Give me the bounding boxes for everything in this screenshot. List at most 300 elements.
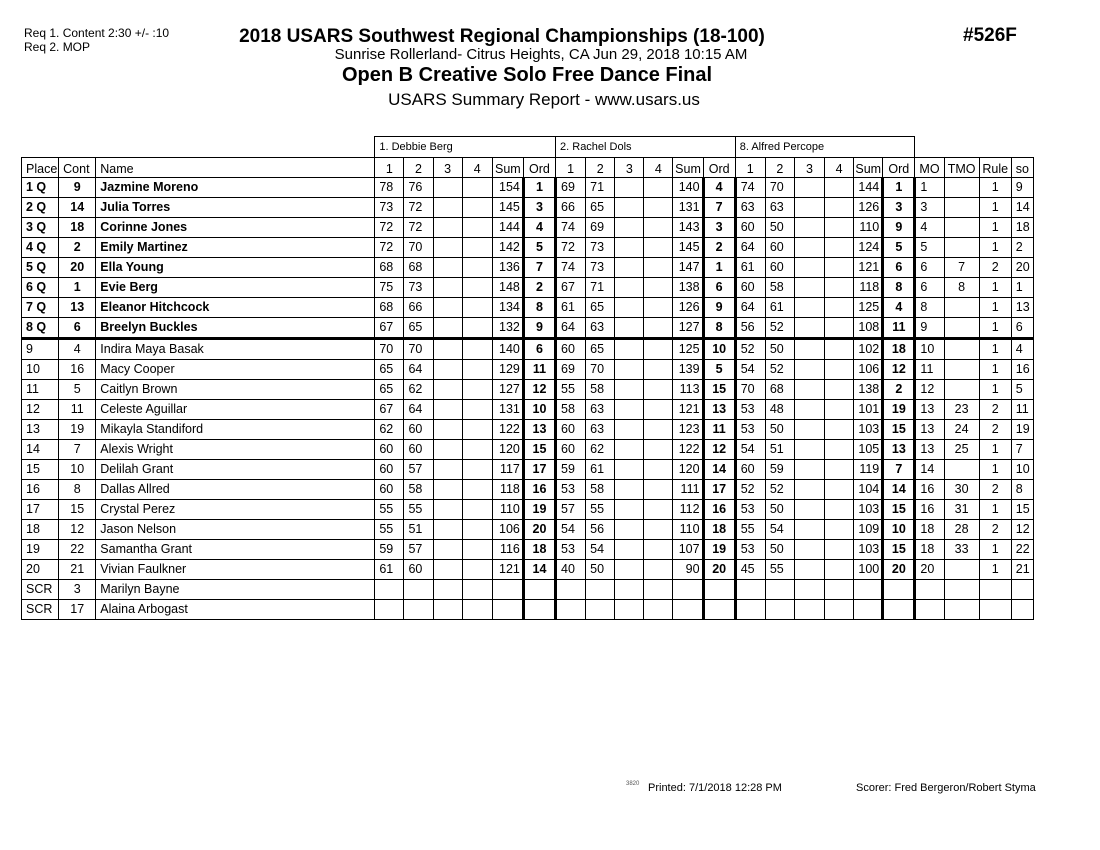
score-cell: 63	[735, 198, 765, 218]
column-header: 3	[433, 158, 462, 178]
score-cell	[644, 420, 673, 440]
sum-cell: 109	[854, 520, 883, 540]
skater-name: Ella Young	[96, 258, 375, 278]
rule-cell: 2	[979, 480, 1011, 500]
sum-cell: 125	[854, 298, 883, 318]
score-cell	[644, 540, 673, 560]
score-cell: 50	[586, 560, 615, 580]
results-body	[22, 137, 1034, 620]
place-cell: 16	[22, 480, 59, 500]
score-cell	[644, 318, 673, 339]
score-cell	[462, 580, 492, 600]
ordinal-cell: 12	[883, 360, 915, 380]
place-cell: 2 Q	[22, 198, 59, 218]
score-cell	[644, 380, 673, 400]
place-cell: 18	[22, 520, 59, 540]
sum-cell	[673, 600, 703, 620]
score-cell	[615, 460, 644, 480]
so-cell	[1011, 580, 1033, 600]
score-cell	[794, 318, 824, 339]
so-cell: 7	[1011, 440, 1033, 460]
score-cell	[644, 440, 673, 460]
sum-cell: 131	[673, 198, 703, 218]
rule-cell: 1	[979, 500, 1011, 520]
ordinal-cell: 11	[523, 360, 555, 380]
score-cell: 50	[765, 339, 794, 360]
contestant-number: 11	[59, 400, 96, 420]
ordinal-cell: 19	[883, 400, 915, 420]
table-row	[22, 400, 1034, 420]
score-cell	[794, 400, 824, 420]
score-cell: 72	[375, 218, 404, 238]
so-cell: 12	[1011, 520, 1033, 540]
contestant-number: 8	[59, 480, 96, 500]
score-cell	[433, 380, 462, 400]
place-cell: 8 Q	[22, 318, 59, 339]
score-cell: 57	[556, 500, 586, 520]
score-cell	[462, 540, 492, 560]
place-cell: 10	[22, 360, 59, 380]
table-row	[22, 238, 1034, 258]
score-cell: 74	[735, 178, 765, 198]
place-cell: 5 Q	[22, 258, 59, 278]
ordinal-cell	[703, 580, 735, 600]
ordinal-cell: 5	[883, 238, 915, 258]
sum-cell: 121	[854, 258, 883, 278]
contestant-number: 19	[59, 420, 96, 440]
sum-cell: 154	[492, 178, 523, 198]
score-cell	[615, 580, 644, 600]
place-cell: 12	[22, 400, 59, 420]
score-cell	[462, 460, 492, 480]
place-cell: 1 Q	[22, 178, 59, 198]
score-cell: 60	[375, 460, 404, 480]
sum-cell: 129	[492, 360, 523, 380]
sum-cell: 131	[492, 400, 523, 420]
score-cell	[735, 580, 765, 600]
ordinal-cell: 18	[883, 339, 915, 360]
score-cell: 55	[375, 520, 404, 540]
score-cell: 72	[556, 238, 586, 258]
tmo-cell	[944, 360, 979, 380]
score-cell: 74	[556, 258, 586, 278]
score-cell: 52	[735, 339, 765, 360]
score-cell	[644, 218, 673, 238]
score-cell: 73	[586, 238, 615, 258]
score-cell	[556, 600, 586, 620]
ordinal-cell: 20	[883, 560, 915, 580]
score-cell: 64	[735, 238, 765, 258]
score-cell	[794, 339, 824, 360]
mo-cell: 6	[915, 278, 944, 298]
tmo-cell: 24	[944, 420, 979, 440]
ordinal-cell: 2	[703, 238, 735, 258]
sum-cell: 110	[492, 500, 523, 520]
score-cell	[825, 238, 854, 258]
rule-cell: 2	[979, 520, 1011, 540]
score-cell: 60	[556, 420, 586, 440]
rule-cell: 1	[979, 560, 1011, 580]
score-cell: 62	[404, 380, 433, 400]
tmo-cell	[944, 560, 979, 580]
column-header: Sum	[492, 158, 523, 178]
score-cell: 73	[375, 198, 404, 218]
column-header: 3	[615, 158, 644, 178]
score-cell	[433, 178, 462, 198]
score-cell: 76	[404, 178, 433, 198]
sum-cell: 111	[673, 480, 703, 500]
score-cell	[615, 298, 644, 318]
score-cell: 54	[556, 520, 586, 540]
score-cell: 50	[765, 540, 794, 560]
sum-cell: 136	[492, 258, 523, 278]
score-cell	[825, 218, 854, 238]
results-table	[21, 136, 1034, 620]
skater-name: Mikayla Standiford	[96, 420, 375, 440]
score-cell	[462, 198, 492, 218]
sum-cell: 147	[673, 258, 703, 278]
column-header: 4	[644, 158, 673, 178]
score-cell	[794, 218, 824, 238]
contestant-number: 15	[59, 500, 96, 520]
score-cell: 60	[375, 480, 404, 500]
sum-cell: 102	[854, 339, 883, 360]
score-cell	[825, 500, 854, 520]
score-cell: 58	[765, 278, 794, 298]
score-cell: 69	[586, 218, 615, 238]
sum-cell	[492, 580, 523, 600]
sum-cell: 127	[673, 318, 703, 339]
page-title	[0, 26, 1100, 48]
judge-name: 8. Alfred Percope	[735, 137, 915, 158]
score-cell	[644, 500, 673, 520]
score-cell	[644, 198, 673, 218]
score-cell: 65	[375, 380, 404, 400]
score-cell: 70	[404, 339, 433, 360]
score-cell: 52	[765, 360, 794, 380]
score-cell: 62	[586, 440, 615, 460]
skater-name: Samantha Grant	[96, 540, 375, 560]
score-cell	[794, 600, 824, 620]
sum-cell: 122	[673, 440, 703, 460]
score-cell: 40	[556, 560, 586, 580]
requirement-2: Req 2. MOP	[24, 40, 91, 54]
score-cell	[825, 198, 854, 218]
skater-name: Jason Nelson	[96, 520, 375, 540]
tmo-cell: 25	[944, 440, 979, 460]
score-cell: 71	[586, 278, 615, 298]
score-cell	[404, 580, 433, 600]
score-cell	[462, 298, 492, 318]
tmo-cell	[944, 218, 979, 238]
place-cell: 14	[22, 440, 59, 460]
score-cell: 53	[556, 480, 586, 500]
ordinal-cell: 2	[883, 380, 915, 400]
score-cell	[433, 298, 462, 318]
score-cell	[433, 580, 462, 600]
score-cell: 53	[735, 400, 765, 420]
score-cell	[794, 238, 824, 258]
score-cell	[794, 560, 824, 580]
score-cell: 73	[404, 278, 433, 298]
score-cell	[825, 600, 854, 620]
column-header: 2	[586, 158, 615, 178]
score-cell	[794, 480, 824, 500]
score-cell	[644, 278, 673, 298]
score-cell	[462, 360, 492, 380]
score-cell: 65	[404, 318, 433, 339]
score-cell: 63	[586, 400, 615, 420]
tmo-cell	[944, 580, 979, 600]
sum-cell: 142	[492, 238, 523, 258]
score-cell	[644, 238, 673, 258]
sum-cell: 140	[492, 339, 523, 360]
score-cell: 63	[765, 198, 794, 218]
score-cell: 65	[375, 360, 404, 380]
tmo-cell: 33	[944, 540, 979, 560]
ordinal-cell: 18	[703, 520, 735, 540]
score-cell	[462, 238, 492, 258]
score-cell	[433, 360, 462, 380]
rule-cell: 1	[979, 540, 1011, 560]
contestant-number: 6	[59, 318, 96, 339]
mo-cell: 12	[915, 380, 944, 400]
score-cell: 61	[735, 258, 765, 278]
ordinal-cell: 5	[523, 238, 555, 258]
score-cell	[794, 460, 824, 480]
table-row	[22, 380, 1034, 400]
sum-cell: 106	[854, 360, 883, 380]
score-cell	[615, 178, 644, 198]
so-cell: 11	[1011, 400, 1033, 420]
score-cell	[615, 560, 644, 580]
contestant-number: 1	[59, 278, 96, 298]
tmo-cell: 7	[944, 258, 979, 278]
score-cell: 70	[404, 238, 433, 258]
tmo-cell	[944, 198, 979, 218]
score-cell	[794, 440, 824, 460]
score-cell: 60	[765, 258, 794, 278]
table-row	[22, 318, 1034, 339]
column-header: 2	[765, 158, 794, 178]
score-cell	[462, 520, 492, 540]
score-cell	[615, 339, 644, 360]
score-cell: 55	[735, 520, 765, 540]
tmo-cell	[944, 318, 979, 339]
score-cell: 56	[586, 520, 615, 540]
sum-cell: 123	[673, 420, 703, 440]
mo-cell: 13	[915, 440, 944, 460]
score-cell: 61	[375, 560, 404, 580]
sum-cell: 118	[854, 278, 883, 298]
score-cell	[462, 380, 492, 400]
score-cell: 55	[556, 380, 586, 400]
table-row	[22, 600, 1034, 620]
ordinal-cell: 15	[523, 440, 555, 460]
score-cell: 69	[556, 178, 586, 198]
so-cell: 8	[1011, 480, 1033, 500]
ordinal-cell: 9	[703, 298, 735, 318]
so-cell: 9	[1011, 178, 1033, 198]
score-cell	[433, 400, 462, 420]
so-cell: 5	[1011, 380, 1033, 400]
score-cell	[794, 178, 824, 198]
score-cell	[433, 258, 462, 278]
contestant-number: 18	[59, 218, 96, 238]
score-cell: 70	[375, 339, 404, 360]
score-cell	[825, 178, 854, 198]
score-cell: 53	[735, 500, 765, 520]
place-cell: 13	[22, 420, 59, 440]
contestant-number: 13	[59, 298, 96, 318]
sum-cell: 119	[854, 460, 883, 480]
table-row	[22, 480, 1034, 500]
score-cell	[462, 318, 492, 339]
ordinal-cell: 1	[703, 258, 735, 278]
ordinal-cell: 9	[523, 318, 555, 339]
event-text: Open B Creative Solo Free Dance Final	[341, 64, 713, 86]
skater-name: Corinne Jones	[96, 218, 375, 238]
table-row	[22, 339, 1034, 360]
sum-cell: 103	[854, 540, 883, 560]
sum-cell	[492, 600, 523, 620]
score-cell	[433, 238, 462, 258]
contestant-number: 4	[59, 339, 96, 360]
score-cell: 66	[404, 298, 433, 318]
score-cell: 55	[375, 500, 404, 520]
skater-name: Breelyn Buckles	[96, 318, 375, 339]
judge-name: 1. Debbie Berg	[375, 137, 556, 158]
column-header: Place	[22, 158, 59, 178]
mo-cell: 10	[915, 339, 944, 360]
score-cell	[825, 278, 854, 298]
score-cell: 62	[375, 420, 404, 440]
so-cell: 4	[1011, 339, 1033, 360]
score-cell: 65	[586, 198, 615, 218]
score-cell	[556, 580, 586, 600]
skater-name: Eleanor Hitchcock	[96, 298, 375, 318]
rule-cell: 1	[979, 298, 1011, 318]
score-cell: 65	[586, 339, 615, 360]
score-cell: 51	[765, 440, 794, 460]
rule-cell: 2	[979, 400, 1011, 420]
sum-cell: 120	[492, 440, 523, 460]
contestant-number: 17	[59, 600, 96, 620]
contestant-number: 21	[59, 560, 96, 580]
tmo-cell	[944, 298, 979, 318]
ordinal-cell: 8	[883, 278, 915, 298]
sum-cell: 105	[854, 440, 883, 460]
score-cell	[794, 360, 824, 380]
score-cell	[794, 380, 824, 400]
score-cell	[462, 440, 492, 460]
mo-cell	[915, 600, 944, 620]
rule-cell: 1	[979, 238, 1011, 258]
print-code: 3820	[626, 781, 640, 787]
tmo-cell: 28	[944, 520, 979, 540]
table-row	[22, 460, 1034, 480]
table-row	[22, 540, 1034, 560]
score-cell: 74	[556, 218, 586, 238]
score-cell: 60	[765, 238, 794, 258]
score-cell	[433, 440, 462, 460]
ordinal-cell: 13	[883, 440, 915, 460]
score-cell: 59	[556, 460, 586, 480]
sum-cell: 104	[854, 480, 883, 500]
sum-cell	[854, 600, 883, 620]
score-cell	[765, 600, 794, 620]
skater-name: Delilah Grant	[96, 460, 375, 480]
scorer-credit: Scorer: Fred Bergeron/Robert Styma	[856, 782, 1036, 794]
score-cell: 63	[586, 318, 615, 339]
sum-cell: 148	[492, 278, 523, 298]
sum-cell: 126	[854, 198, 883, 218]
score-cell: 67	[375, 400, 404, 420]
score-cell	[462, 420, 492, 440]
score-cell: 60	[556, 440, 586, 460]
table-row	[22, 178, 1034, 198]
column-header: 4	[462, 158, 492, 178]
score-cell	[644, 400, 673, 420]
ordinal-cell: 14	[703, 460, 735, 480]
ordinal-cell: 15	[703, 380, 735, 400]
score-cell	[462, 600, 492, 620]
so-cell: 20	[1011, 258, 1033, 278]
score-cell	[615, 520, 644, 540]
score-cell: 72	[404, 218, 433, 238]
so-cell: 21	[1011, 560, 1033, 580]
sum-cell: 110	[673, 520, 703, 540]
score-cell: 50	[765, 218, 794, 238]
score-cell	[644, 520, 673, 540]
score-cell	[825, 480, 854, 500]
column-header: Name	[96, 158, 375, 178]
contestant-number: 20	[59, 258, 96, 278]
place-cell: SCR	[22, 600, 59, 620]
ordinal-cell: 11	[883, 318, 915, 339]
score-cell	[433, 318, 462, 339]
mo-cell: 18	[915, 540, 944, 560]
contestant-number: 16	[59, 360, 96, 380]
score-cell	[794, 298, 824, 318]
sum-cell: 106	[492, 520, 523, 540]
score-cell	[615, 540, 644, 560]
score-cell	[765, 580, 794, 600]
ordinal-cell: 15	[883, 500, 915, 520]
score-cell	[825, 440, 854, 460]
column-header: Sum	[673, 158, 703, 178]
place-cell: 7 Q	[22, 298, 59, 318]
score-cell	[615, 420, 644, 440]
place-cell: 15	[22, 460, 59, 480]
column-header: 1	[735, 158, 765, 178]
score-cell	[825, 400, 854, 420]
score-cell	[825, 560, 854, 580]
sum-cell	[673, 580, 703, 600]
place-cell: SCR	[22, 580, 59, 600]
mo-cell: 13	[915, 400, 944, 420]
score-cell	[825, 580, 854, 600]
score-cell: 52	[765, 318, 794, 339]
place-cell: 4 Q	[22, 238, 59, 258]
so-cell: 10	[1011, 460, 1033, 480]
score-cell: 54	[735, 360, 765, 380]
table-row	[22, 440, 1034, 460]
contestant-number: 9	[59, 178, 96, 198]
sum-cell: 126	[673, 298, 703, 318]
score-cell	[825, 298, 854, 318]
table-row	[22, 198, 1034, 218]
